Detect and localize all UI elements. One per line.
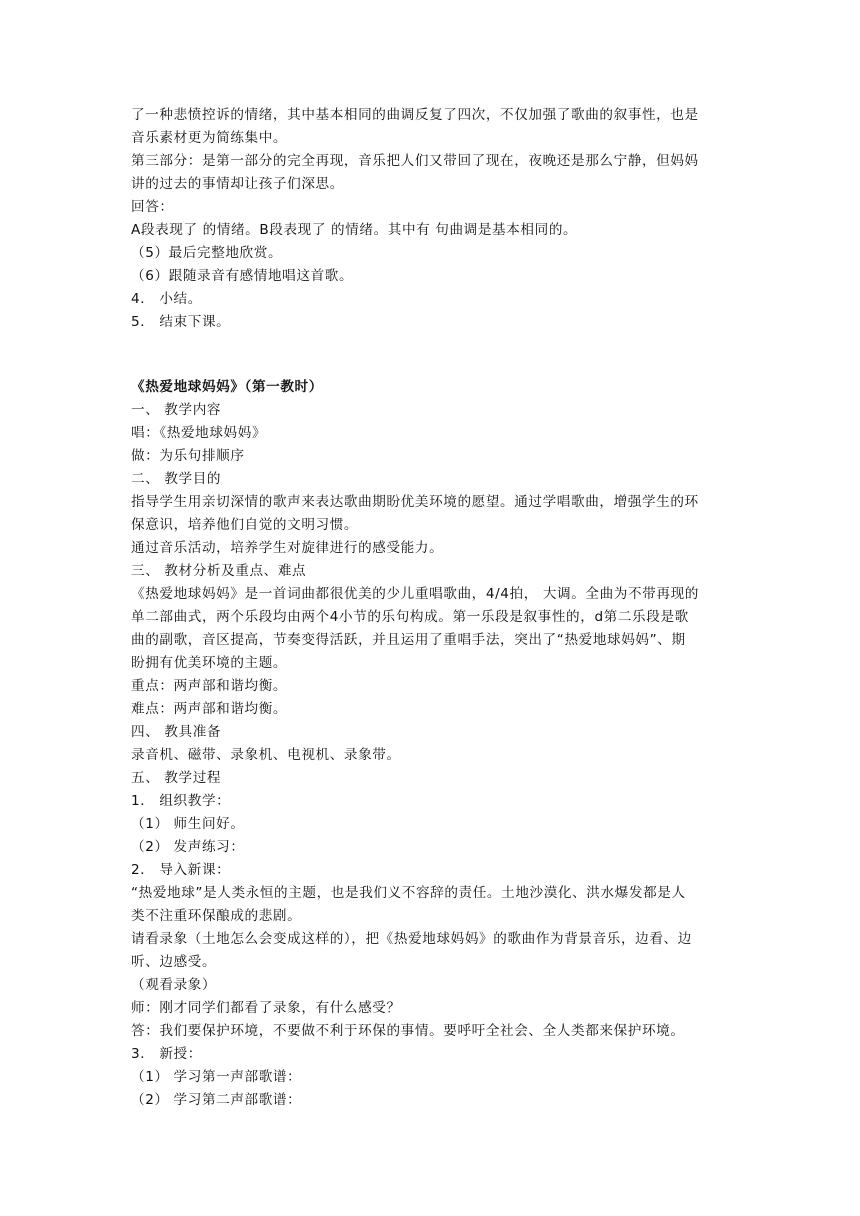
paragraph-line: 做：为乐句排顺序 [131, 448, 245, 464]
paragraph-line: 五、 教学过程 [131, 770, 222, 786]
paragraph-line: 音乐素材更为简练集中。 [131, 130, 288, 146]
paragraph-line: A段表现了 的情绪。B段表现了 的情绪。其中有 句曲调是基本相同的。 [131, 222, 578, 238]
paragraph-line: 保意识，培养他们自觉的文明习惯。 [131, 517, 359, 533]
paragraph-line: 答：我们要保护环境，不要做不利于环保的事情。要呼吁全社会、全人类都来保护环境。 [131, 1023, 685, 1039]
lesson-title: 《热爱地球妈妈》（第一教时） [131, 379, 323, 395]
paragraph-line: 难点：两声部和谐均衡。 [131, 701, 288, 717]
paragraph-line: 四、 教具准备 [131, 724, 222, 740]
paragraph-line: 类不注重环保酿成的悲剧。 [131, 908, 302, 924]
paragraph-line: 2． 导入新课： [131, 862, 231, 878]
paragraph-line: 讲的过去的事情却让孩子们深思。 [131, 176, 344, 192]
paragraph-line: 《热爱地球妈妈》是一首词曲都很优美的少儿重唱歌曲，4/4拍， 大调。全曲为不带再现的 [131, 586, 699, 602]
paragraph-line: 一、 教学内容 [131, 402, 222, 418]
paragraph-line: 5． 结束下课。 [131, 314, 231, 330]
paragraph-line: 1． 组织教学： [131, 793, 231, 809]
paragraph-line: 通过音乐活动，培养学生对旋律进行的感受能力。 [131, 540, 444, 556]
paragraph-line: （1） 学习第一声部歌谱： [131, 1069, 302, 1085]
paragraph-line: （观看录象） [131, 977, 217, 993]
paragraph-line: 重点：两声部和谐均衡。 [131, 678, 288, 694]
paragraph-line: 听、边感受。 [131, 954, 217, 970]
paragraph-line: （2） 学习第二声部歌谱： [131, 1092, 302, 1108]
paragraph-line: 回答： [131, 199, 174, 215]
paragraph-line: （5）最后完整地欣赏。 [131, 245, 283, 261]
paragraph-line: （6）跟随录音有感情地唱这首歌。 [131, 268, 354, 284]
paragraph-line: 唱：《热爱地球妈妈》 [131, 425, 267, 441]
paragraph-line: 指导学生用亲切深情的歌声来表达歌曲期盼优美环境的愿望。通过学唱歌曲，增强学生的环 [131, 494, 699, 510]
paragraph-line: 单二部曲式，两个乐段均由两个4小节的乐句构成。第一乐段是叙事性的，d第二乐段是歌 [131, 609, 689, 625]
paragraph-line: 第三部分：是第一部分的完全再现，音乐把人们又带回了现在，夜晚还是那么宁静，但妈妈 [131, 153, 699, 169]
paragraph-line: 4． 小结。 [131, 291, 202, 307]
paragraph-line: （1） 师生问好。 [131, 816, 245, 832]
paragraph-line: 二、 教学目的 [131, 471, 222, 487]
paragraph-line: 了一种悲愤控诉的情绪，其中基本相同的曲调反复了四次，不仅加强了歌曲的叙事性，也是 [131, 107, 699, 123]
paragraph-line: 录音机、磁带、录象机、电视机、录象带。 [131, 747, 401, 763]
paragraph-line: 请看录象（土地怎么会变成这样的），把《热爱地球妈妈》的歌曲作为背景音乐，边看、边 [131, 931, 692, 947]
paragraph-line: 曲的副歌，音区提高，节奏变得活跃，并且运用了重唱手法，突出了“热爱地球妈妈”、期 [131, 632, 686, 648]
document-page [131, 104, 735, 1112]
paragraph-line: 盼拥有优美环境的主题。 [131, 655, 288, 671]
paragraph-line: 师：刚才同学们都看了录象，有什么感受？ [131, 1000, 401, 1016]
section-previous-lesson [131, 104, 735, 334]
section-lesson-plan [131, 399, 735, 1112]
paragraph-line: 三、 教材分析及重点、难点 [131, 563, 307, 579]
paragraph-line: “热爱地球”是人类永恒的主题，也是我们义不容辞的责任。土地沙漠化、洪水爆发都是人 [131, 885, 686, 901]
section-spacer [131, 334, 735, 376]
paragraph-line: （2） 发声练习： [131, 839, 245, 855]
paragraph-line: 3． 新授： [131, 1046, 202, 1062]
